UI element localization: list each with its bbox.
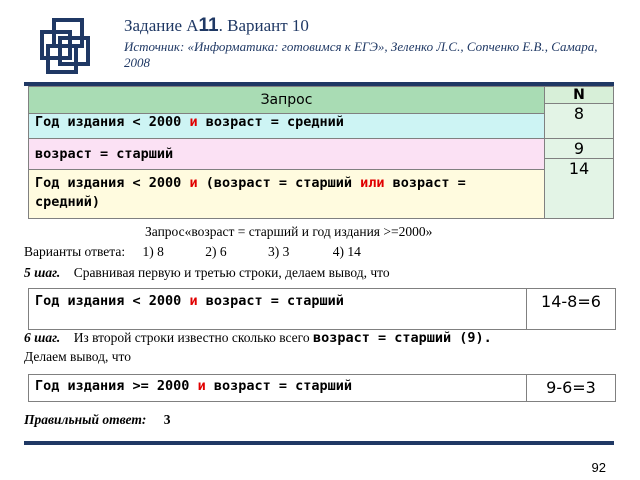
answer-option-1: 1) 8 (142, 244, 164, 259)
answer-value: 3 (163, 412, 171, 427)
conclusion-box-1 (28, 288, 616, 330)
step6-text: Из второй строки известно сколько всего (73, 330, 310, 345)
step6-label: 6 шаг. (24, 330, 61, 345)
step6-line (24, 330, 492, 346)
bottom-divider (24, 441, 614, 445)
task-title: Задание А11. Вариант 10 (124, 15, 309, 36)
box2-value: 9-6=3 (546, 378, 596, 397)
step5-text: Сравнивая первую и третью строки, делаем вывод, что (73, 265, 390, 280)
box1-query: Год издания < 2000 и возраст = старший (29, 289, 527, 329)
step5-line (24, 265, 390, 281)
page-number: 92 (591, 460, 606, 475)
row1-count: 8 (545, 104, 614, 139)
row1-query: Год издания < 2000 и возраст = средний (29, 114, 545, 139)
query-table (28, 86, 614, 219)
answer-option-4: 4) 14 (332, 244, 361, 259)
step6-bold: возраст = старший (9). (313, 330, 492, 346)
box2-query: Год издания >= 2000 и возраст = старший (29, 375, 527, 401)
column-header-query: Запрос (29, 87, 545, 114)
row2-count: 9 (545, 139, 614, 159)
answers-label: Варианты ответа: (24, 244, 126, 259)
answer-option-3: 3) 3 (267, 244, 290, 259)
answer-options (24, 244, 361, 260)
task-source: Источник: «Информатика: готовимся к ЕГЭ», Зеленко Л.С., Сопченко Е.В., Самара, 2008 (124, 39, 598, 70)
box1-value: 14-8=6 (541, 292, 601, 311)
answer-option-2: 2) 6 (205, 244, 227, 259)
row3-count: 14 (545, 159, 614, 219)
conclusion-box-2 (28, 374, 616, 402)
step6-line2: Делаем вывод, что (24, 349, 131, 364)
row3-query: Год издания < 2000 и (возраст = старший или возраст = средний) (29, 170, 545, 219)
question-text: Запрос«возраст = старший и год издания >=2000» (145, 224, 433, 239)
row2-query: возраст = старший (29, 139, 545, 170)
answer-label: Правильный ответ: (24, 412, 147, 427)
answer-line (24, 412, 170, 428)
logo-squares-icon (40, 18, 98, 74)
column-header-n: N (545, 87, 614, 104)
step5-label: 5 шаг. (24, 265, 61, 280)
